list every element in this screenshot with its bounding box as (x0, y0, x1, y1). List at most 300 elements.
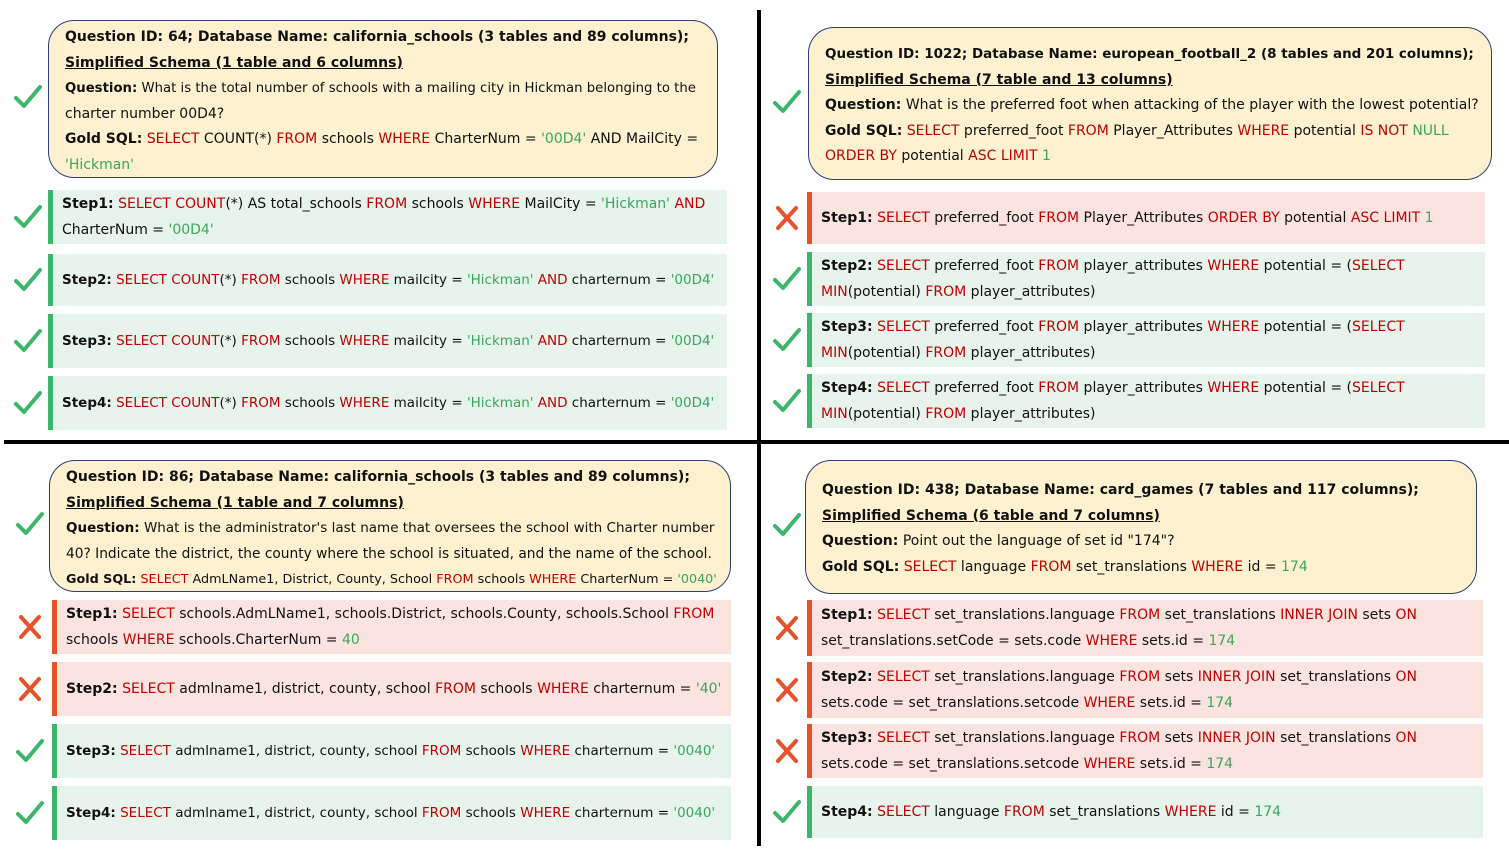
step-1-cross-icon (773, 204, 801, 232)
text-segment: admlname1, district, county, school (170, 805, 422, 821)
text-segment: schools.AdmLName1, schools.District, schools.County, schools.School (174, 606, 674, 622)
text-segment: sets.id = (1135, 695, 1207, 711)
text-segment: language (929, 804, 1004, 820)
text-segment: set_translations (1044, 804, 1165, 820)
sql-keyword: SELECT COUNT (116, 333, 220, 349)
sql-keyword: AND (674, 196, 706, 212)
text-segment: charternum = (567, 272, 671, 288)
sql-keyword: WHERE (339, 272, 390, 288)
text-segment: sets.code = set_translations.setcode (821, 756, 1084, 772)
field-label: Step3: (821, 319, 873, 335)
question-line (822, 504, 1464, 530)
question-line (66, 465, 718, 491)
sql-keyword: FROM (1038, 258, 1080, 274)
sql-keyword: FROM (435, 681, 476, 697)
text-segment: CharterNum = (576, 572, 678, 587)
sql-keyword: SELECT (1352, 380, 1405, 396)
sql-literal: '40' (695, 681, 722, 697)
sql-keyword: IS NOT (1360, 122, 1408, 139)
field-label: Question: (66, 520, 140, 536)
sql-keyword: INNER JOIN (1280, 607, 1358, 623)
text-segment: What is the preferred foot when attacking of the player with the lowest potential? (901, 97, 1479, 113)
text-segment: admlname1, district, county, school (174, 681, 436, 697)
question-check-icon (773, 88, 801, 116)
step-1-box (807, 192, 1485, 244)
sql-literal: 'Hickman' (466, 333, 534, 349)
sql-keyword: SELECT (877, 730, 930, 746)
text-segment: schools (473, 572, 530, 587)
step-line (821, 205, 1477, 231)
sql-literal: 'Hickman' (65, 156, 135, 173)
text-segment: admlname1, district, county, school (170, 743, 422, 759)
sql-keyword: SELECT (122, 681, 175, 697)
field-label: Step1: (66, 606, 118, 622)
question-check-icon (773, 511, 801, 539)
sql-keyword: WHERE (1083, 756, 1136, 772)
sql-keyword: SELECT (877, 319, 930, 335)
sql-literal: 174 (1208, 633, 1236, 649)
sql-keyword: FROM (1038, 319, 1080, 335)
sql-literal: '0040' (673, 805, 716, 821)
text-segment: CharterNum = (430, 131, 542, 147)
question-line (822, 478, 1464, 504)
text-segment: Player_Attributes (1079, 210, 1208, 226)
text-segment: What is the administrator's last name that oversees the school with Charter number (139, 520, 715, 536)
sql-keyword: FROM (436, 572, 474, 587)
text-segment: AdmLName1, District, County, School (188, 572, 437, 587)
sql-literal: '00D4' (670, 395, 715, 411)
sql-keyword: WHERE (1207, 258, 1260, 274)
text-segment: Player_Attributes (1108, 122, 1238, 139)
text-segment: potential (896, 148, 969, 164)
sql-keyword: FROM (1038, 380, 1080, 396)
sql-keyword: SELECT (903, 558, 957, 575)
text-segment: player_attributes) (966, 406, 1096, 422)
step-4-check-icon (14, 389, 42, 417)
sql-keyword: ASC LIMIT (1350, 210, 1421, 226)
step-line (821, 279, 1477, 305)
sql-keyword: WHERE (1207, 380, 1260, 396)
text-segment: sets.id = (1135, 756, 1207, 772)
sql-keyword: SELECT (877, 210, 930, 226)
sql-keyword: WHERE (1085, 633, 1138, 649)
field-label: Question ID: 438; Database Name: card_games (7 tables and 117 columns); (822, 482, 1419, 498)
field-label: Question: (825, 97, 902, 113)
sql-keyword: WHERE (1207, 319, 1260, 335)
sql-keyword: MIN (821, 284, 848, 300)
sql-literal: '00D4' (670, 272, 715, 288)
field-label: Gold SQL: (825, 122, 903, 139)
step-line (821, 725, 1475, 751)
step-4-box (807, 786, 1483, 838)
question-line (66, 516, 718, 542)
field-label: Step2: (821, 258, 873, 274)
sql-keyword: FROM (241, 333, 281, 349)
sql-keyword: SELECT (146, 131, 200, 147)
step-line (821, 401, 1477, 427)
step-2-cross-icon (16, 675, 44, 703)
step-1-cross-icon (773, 614, 801, 642)
text-segment: AND MailCity = (586, 131, 699, 147)
question-line (822, 555, 1464, 581)
field-label: Gold SQL: (822, 558, 900, 575)
question-line (825, 68, 1479, 94)
text-segment: charter number 00D4? (65, 105, 225, 122)
sql-keyword: SELECT COUNT (116, 272, 220, 288)
text-segment: mailcity = (389, 333, 467, 349)
text-segment: (*) (219, 333, 242, 349)
sql-keyword: WHERE (520, 805, 571, 821)
text-segment: set_translations (1275, 730, 1396, 746)
sql-keyword: FROM (1119, 730, 1161, 746)
step-line (821, 799, 1475, 825)
text-segment: 40? Indicate the district, the county where the school is situated, and the name of the school. (66, 545, 712, 562)
step-line (821, 253, 1477, 279)
sql-keyword: WHERE (1083, 695, 1136, 711)
sql-literal: '0040' (677, 572, 717, 587)
schema-label: Simplified Schema (7 table and 13 columns) (825, 71, 1173, 88)
question-box (49, 460, 731, 592)
field-label: Step1: (62, 196, 114, 212)
sql-keyword: ORDER BY (1207, 210, 1280, 226)
sql-keyword: SELECT (1352, 319, 1405, 335)
sql-keyword: WHERE (1191, 558, 1244, 575)
sql-keyword: AND (537, 395, 568, 411)
text-segment: charternum = (567, 395, 671, 411)
text-segment: set_translations (1275, 669, 1396, 685)
text-segment: set_translations.setCode = sets.code (821, 633, 1086, 649)
sql-keyword: SELECT (877, 380, 930, 396)
field-label: Question: (822, 533, 899, 549)
step-line (62, 267, 719, 293)
sql-keyword: ON (1395, 669, 1418, 685)
panel-top-left (0, 0, 757, 440)
text-segment: set_translations (1071, 558, 1192, 575)
text-segment: potential = ( (1259, 258, 1353, 274)
question-check-icon (14, 83, 42, 111)
field-label: Step1: (821, 607, 873, 623)
text-segment: (*) (219, 395, 242, 411)
text-segment: potential = ( (1259, 380, 1353, 396)
text-segment: mailcity = (389, 395, 467, 411)
text-segment: potential (1289, 122, 1361, 139)
sql-literal: 1 (1424, 210, 1434, 226)
sql-keyword: SELECT (877, 669, 930, 685)
sql-literal: 174 (1206, 756, 1234, 772)
text-segment: set_translations.language (929, 607, 1120, 623)
text-segment: schools.CharterNum = (174, 632, 342, 648)
sql-keyword: AND (537, 272, 568, 288)
field-label: Gold SQL: (66, 572, 137, 587)
sql-literal: NULL (1412, 122, 1449, 139)
step-1-check-icon (14, 203, 42, 231)
sql-keyword: WHERE (468, 196, 521, 212)
sql-keyword: WHERE (537, 681, 589, 697)
text-segment: language (956, 558, 1031, 575)
question-line (66, 491, 718, 517)
step-1-box (48, 190, 727, 244)
sql-keyword: ON (1395, 730, 1418, 746)
question-line (66, 542, 718, 568)
step-line (821, 602, 1475, 628)
question-line (825, 93, 1479, 119)
sql-keyword: ORDER BY (825, 148, 897, 164)
sql-keyword: WHERE (520, 743, 571, 759)
sql-keyword: FROM (366, 196, 408, 212)
sql-keyword: INNER JOIN (1197, 730, 1276, 746)
field-label: Question ID: 86; Database Name: california_schools (3 tables and 89 columns); (66, 469, 690, 485)
step-3-box (807, 724, 1483, 778)
step-line (66, 627, 723, 653)
sql-keyword: FROM (241, 395, 281, 411)
sql-keyword: AND (537, 333, 568, 349)
sql-keyword: WHERE (339, 333, 390, 349)
question-check-icon (16, 510, 44, 538)
step-2-box (807, 252, 1485, 306)
sql-keyword: WHERE (378, 131, 431, 147)
step-3-box (48, 314, 727, 368)
text-segment: set_translations (1160, 607, 1281, 623)
panel-top-right (761, 0, 1509, 440)
field-label: Step3: (821, 730, 873, 746)
question-line (825, 144, 1479, 170)
text-segment: (potential) (847, 406, 926, 422)
text-segment: (*) (219, 272, 242, 288)
text-segment: schools (280, 333, 340, 349)
sql-keyword: SELECT COUNT (116, 395, 220, 411)
sql-keyword: FROM (276, 131, 318, 147)
question-line (65, 25, 705, 51)
sql-literal: 174 (1206, 695, 1234, 711)
sql-literal: '00D4' (541, 131, 587, 147)
sql-keyword: FROM (1119, 607, 1161, 623)
sql-keyword: SELECT (122, 606, 175, 622)
sql-keyword: FROM (673, 606, 715, 622)
step-2-check-icon (14, 266, 42, 294)
text-segment: charternum = (588, 681, 696, 697)
field-label: Question ID: 64; Database Name: california_schools (3 tables and 89 columns); (65, 29, 689, 45)
step-line (821, 751, 1475, 777)
text-segment: set_translations.language (929, 669, 1120, 685)
text-segment: schools (280, 272, 340, 288)
step-line (66, 738, 723, 764)
text-segment: What is the total number of schools with a mailing city in Hickman belonging to the (137, 81, 696, 96)
step-line (821, 690, 1475, 716)
panel-bottom-left (0, 444, 757, 852)
step-line (821, 375, 1477, 401)
text-segment: schools (461, 743, 521, 759)
text-segment: (potential) (847, 345, 926, 361)
sql-keyword: FROM (1067, 122, 1109, 139)
question-line (65, 76, 705, 102)
text-segment: sets (1357, 607, 1396, 623)
sql-keyword: SELECT (906, 122, 960, 139)
sql-keyword: FROM (1030, 558, 1072, 575)
question-line (825, 119, 1479, 145)
text-segment: schools (461, 805, 521, 821)
text-segment: id = (1243, 558, 1281, 575)
sql-keyword: INNER JOIN (1197, 669, 1276, 685)
sql-literal: 'Hickman' (601, 196, 671, 212)
sql-literal: '00D4' (670, 333, 715, 349)
text-segment: preferred_foot (929, 380, 1039, 396)
step-4-box (807, 374, 1485, 428)
sql-keyword: WHERE (122, 632, 175, 648)
question-box (48, 20, 718, 178)
sql-keyword: SELECT (877, 258, 930, 274)
text-segment: schools (66, 632, 123, 648)
step-3-check-icon (16, 737, 44, 765)
text-segment: charternum = (570, 743, 674, 759)
step-2-cross-icon (773, 676, 801, 704)
schema-label: Simplified Schema (6 table and 7 columns) (822, 507, 1160, 524)
sql-literal: 174 (1281, 558, 1308, 575)
sql-literal: '00D4' (168, 222, 214, 238)
field-label: Gold SQL: (65, 131, 143, 147)
schema-label: Simplified Schema (1 table and 7 columns) (66, 494, 404, 511)
step-line (66, 800, 723, 826)
step-line (66, 676, 723, 702)
schema-label: Simplified Schema (1 table and 6 columns) (65, 54, 403, 71)
sql-literal: 'Hickman' (466, 272, 534, 288)
step-4-box (52, 786, 731, 840)
step-line (62, 390, 719, 416)
text-segment: schools (475, 681, 538, 697)
sql-keyword: ON (1395, 607, 1418, 623)
question-line (65, 127, 705, 153)
question-line (65, 51, 705, 77)
text-segment: preferred_foot (929, 258, 1039, 274)
step-2-check-icon (773, 265, 801, 293)
field-label: Step2: (66, 681, 118, 697)
sql-literal: 1 (1041, 148, 1051, 164)
text-segment: player_attributes (1079, 380, 1208, 396)
text-segment: mailcity = (389, 272, 467, 288)
text-segment: schools (280, 395, 340, 411)
sql-keyword: FROM (241, 272, 281, 288)
sql-keyword: FROM (1003, 804, 1045, 820)
question-box (808, 27, 1492, 180)
text-segment: sets.code = set_translations.setcode (821, 695, 1084, 711)
text-segment: preferred_foot (929, 210, 1039, 226)
sql-keyword: SELECT (877, 607, 930, 623)
sql-keyword: MIN (821, 345, 848, 361)
step-line (66, 601, 723, 627)
sql-keyword: FROM (925, 406, 967, 422)
field-label: Step1: (821, 210, 873, 226)
step-line (821, 340, 1477, 366)
step-4-check-icon (773, 798, 801, 826)
step-2-box (52, 662, 731, 716)
sql-literal: 174 (1254, 804, 1282, 820)
sql-keyword: SELECT (120, 743, 171, 759)
step-3-check-icon (773, 326, 801, 354)
field-label: Step4: (66, 805, 116, 821)
text-segment: sets (1160, 730, 1198, 746)
sql-keyword: WHERE (1237, 122, 1290, 139)
field-label: Question ID: 1022; Database Name: european_football_2 (8 tables and 201 columns); (825, 46, 1474, 62)
text-segment: charternum = (570, 805, 674, 821)
field-label: Step3: (66, 743, 116, 759)
question-box (805, 460, 1477, 594)
sql-keyword: FROM (925, 284, 967, 300)
question-line (65, 102, 705, 128)
sql-keyword: FROM (1038, 210, 1080, 226)
step-2-box (807, 662, 1483, 718)
step-4-check-icon (773, 387, 801, 415)
step-1-box (52, 600, 731, 654)
text-segment: sets.id = (1137, 633, 1209, 649)
question-line (66, 567, 718, 593)
step-3-check-icon (14, 327, 42, 355)
text-segment: Point out the language of set id "174"? (898, 533, 1175, 549)
text-segment: potential (1279, 210, 1351, 226)
text-segment: MailCity = (520, 196, 602, 212)
text-segment: id = (1216, 804, 1255, 820)
field-label: Question: (65, 81, 138, 96)
sql-literal: '0040' (673, 743, 716, 759)
field-label: Step2: (821, 669, 873, 685)
sql-literal: 40 (341, 632, 360, 648)
step-line (821, 664, 1475, 690)
sql-keyword: MIN (821, 406, 848, 422)
sql-keyword: SELECT (1352, 258, 1405, 274)
field-label: Step4: (821, 380, 873, 396)
text-segment: player_attributes) (966, 284, 1096, 300)
text-segment: schools (407, 196, 469, 212)
text-segment: sets (1160, 669, 1198, 685)
step-1-box (807, 600, 1483, 656)
step-1-cross-icon (16, 613, 44, 641)
question-line (65, 153, 705, 179)
step-line (62, 328, 719, 354)
text-segment: (*) AS total_schools (225, 196, 367, 212)
question-line (825, 42, 1479, 68)
sql-keyword: FROM (421, 805, 462, 821)
sql-keyword: WHERE (339, 395, 390, 411)
step-4-box (48, 376, 727, 430)
step-line (821, 628, 1475, 654)
text-segment: (potential) (847, 284, 926, 300)
sql-keyword: SELECT (140, 572, 189, 587)
sql-keyword: SELECT (877, 804, 930, 820)
field-label: Step2: (62, 272, 112, 288)
sql-keyword: WHERE (529, 572, 577, 587)
step-3-box (807, 313, 1485, 367)
text-segment: player_attributes (1079, 258, 1208, 274)
step-line (821, 314, 1477, 340)
text-segment: charternum = (567, 333, 671, 349)
step-3-box (52, 724, 731, 778)
text-segment: player_attributes) (966, 345, 1096, 361)
field-label: Step4: (62, 395, 112, 411)
sql-keyword: SELECT COUNT (118, 196, 226, 212)
field-label: Step4: (821, 804, 873, 820)
sql-keyword: ASC LIMIT (968, 148, 1038, 164)
step-line (62, 191, 719, 217)
sql-keyword: FROM (925, 345, 967, 361)
question-line (822, 529, 1464, 555)
sql-literal: 'Hickman' (466, 395, 534, 411)
text-segment: set_translations.language (929, 730, 1120, 746)
sql-keyword: FROM (421, 743, 462, 759)
text-segment: CharterNum = (62, 222, 169, 238)
step-line (62, 217, 719, 243)
step-4-check-icon (16, 799, 44, 827)
field-label: Step3: (62, 333, 112, 349)
text-segment: preferred_foot (929, 319, 1039, 335)
text-segment: schools (317, 131, 379, 147)
